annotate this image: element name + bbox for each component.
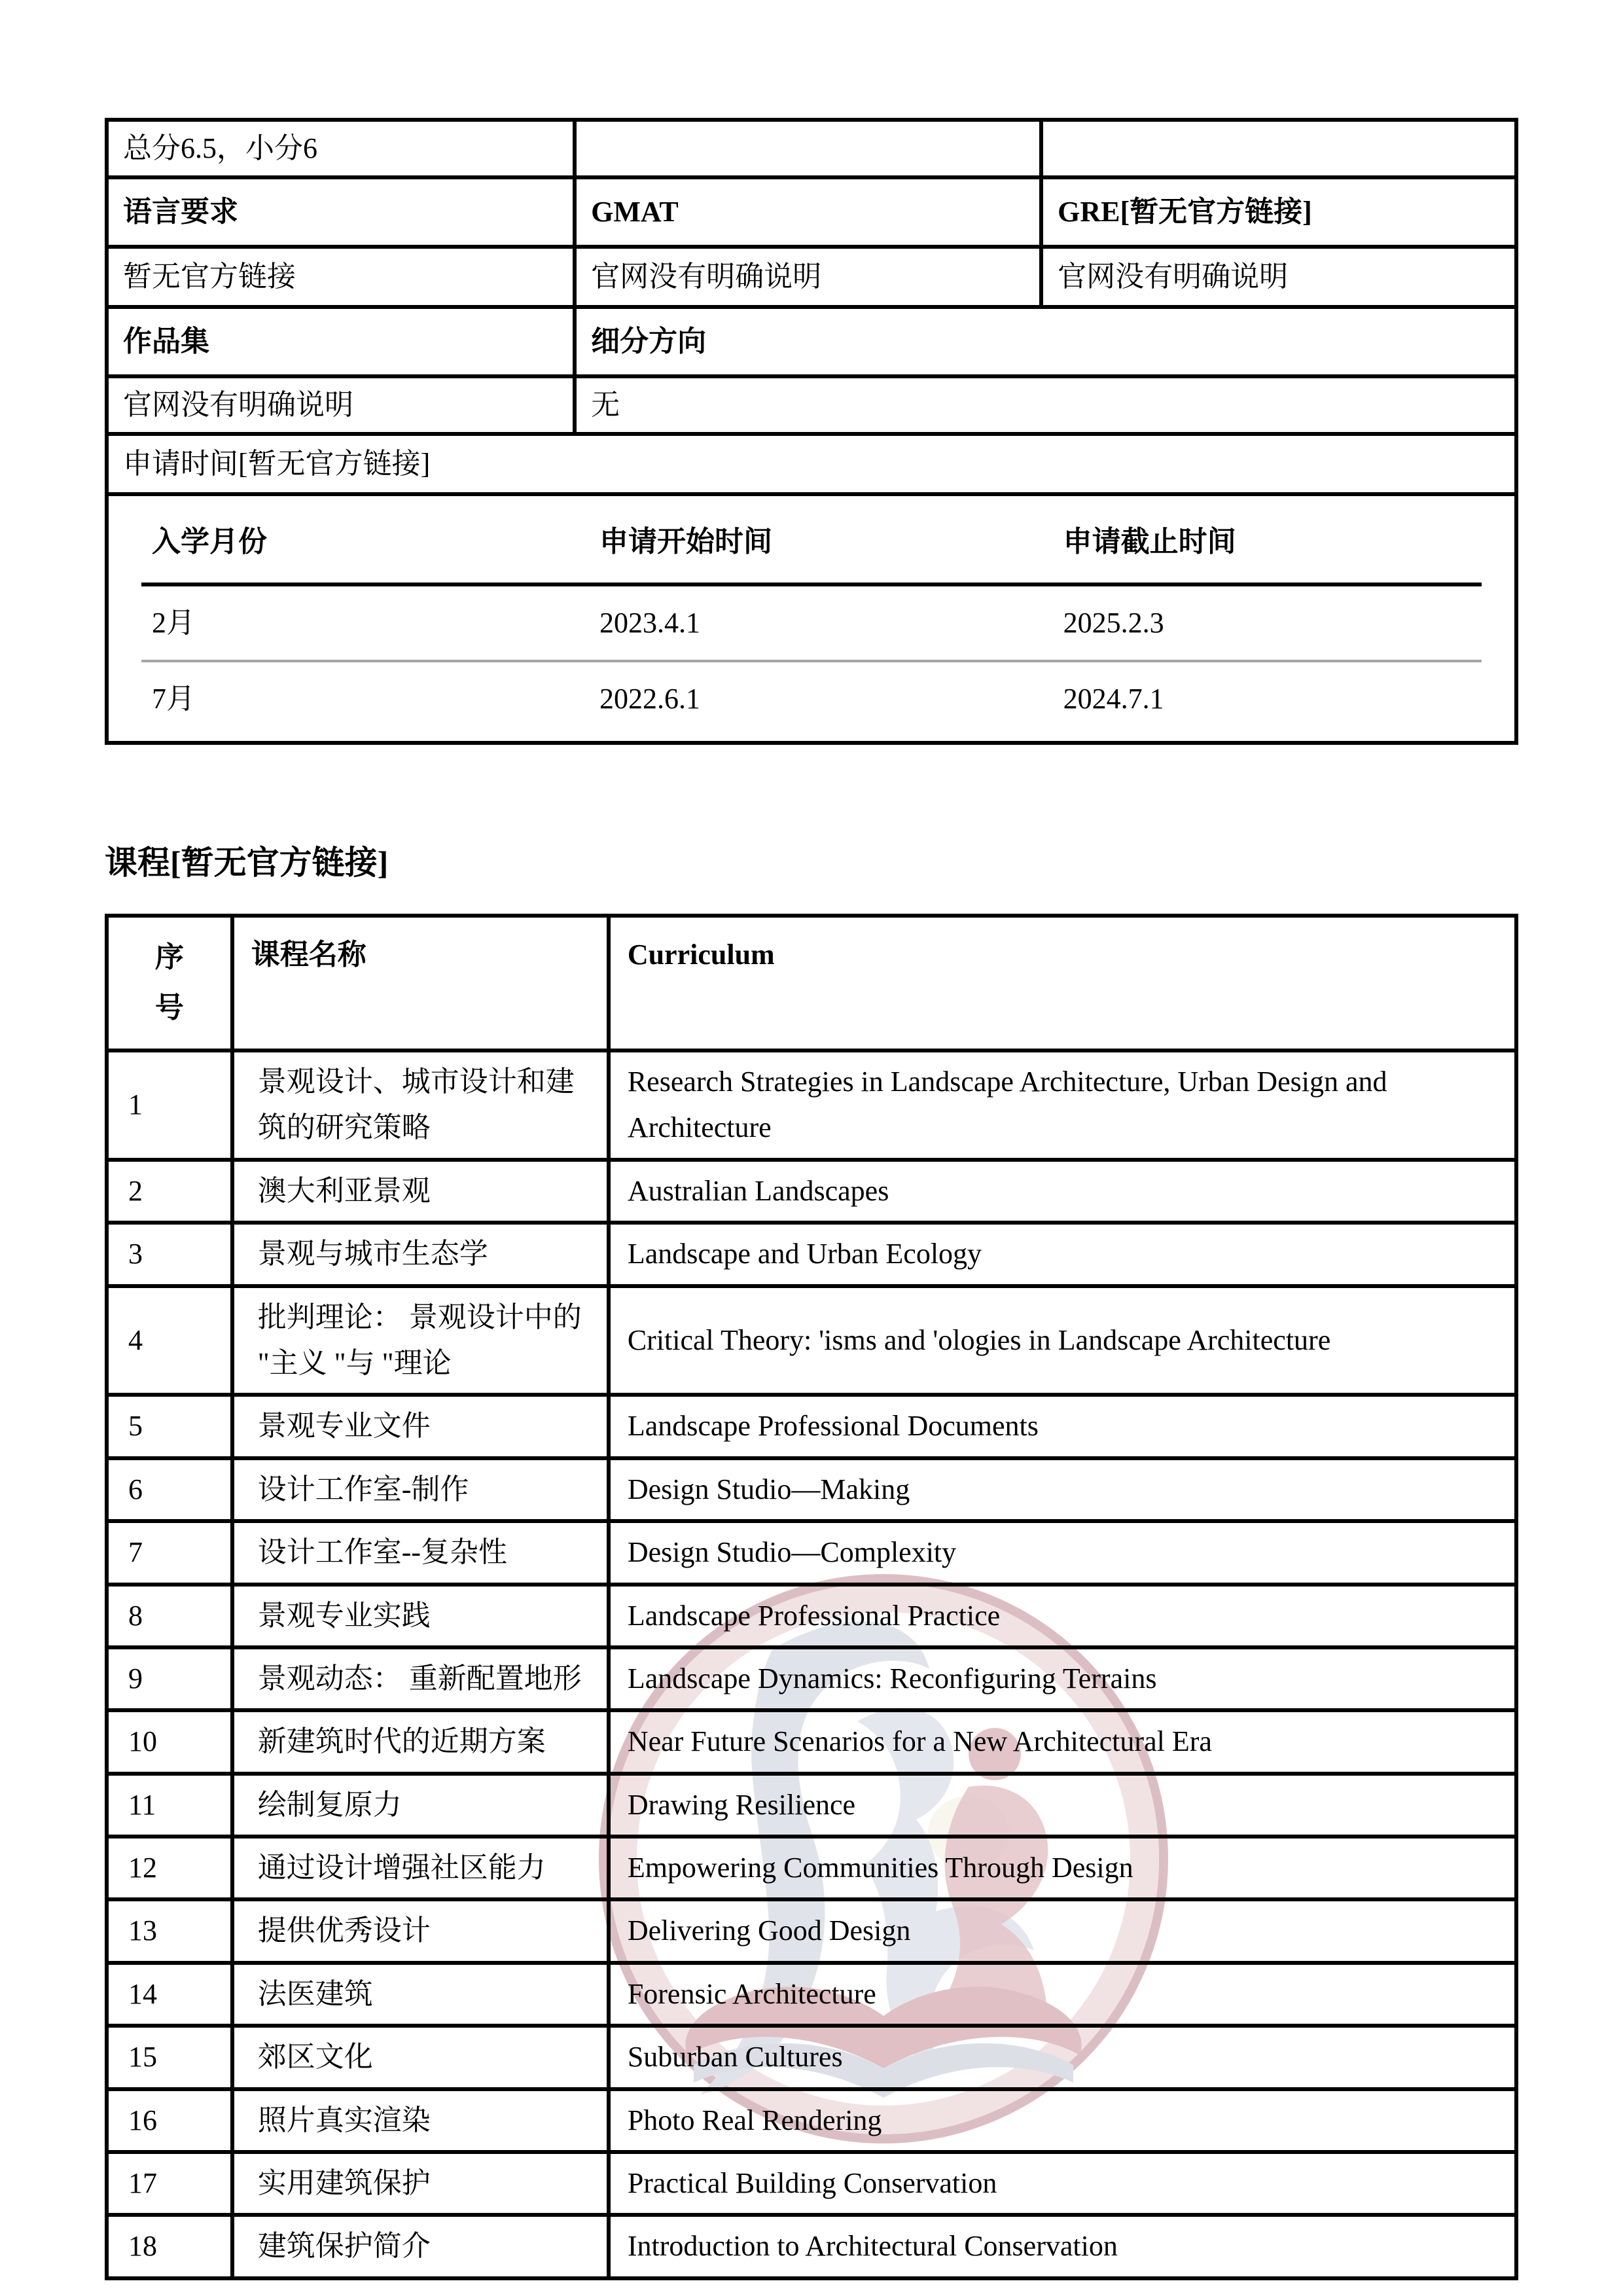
course-row	[107, 1710, 1516, 1773]
course-name-en: Delivering Good Design	[609, 1899, 1516, 1962]
course-name-cn: 景观设计、城市设计和建筑的研究策略	[232, 1050, 609, 1160]
course-no: 9	[107, 1647, 232, 1710]
course-name-cn: 景观专业文件	[232, 1395, 609, 1458]
course-row	[107, 2026, 1516, 2089]
course-row	[107, 1223, 1516, 1285]
course-name-en: Critical Theory: 'isms and 'ologies in Landscape Architecture	[609, 1286, 1516, 1395]
course-name-cn: 景观与城市生态学	[232, 1223, 609, 1285]
course-row	[107, 1521, 1516, 1584]
gmat-header: GMAT	[575, 177, 1041, 247]
course-no: 8	[107, 1585, 232, 1647]
gre-header: GRE[暂无官方链接]	[1041, 177, 1516, 247]
course-no: 16	[107, 2089, 232, 2152]
curriculum-table	[105, 914, 1518, 2280]
course-row	[107, 2152, 1516, 2215]
table-row	[107, 376, 1516, 434]
course-name-cn: 照片真实渲染	[232, 2089, 609, 2152]
course-name-cn: 郊区文化	[232, 2026, 609, 2089]
language-requirement-header: 语言要求	[107, 177, 575, 247]
course-row	[107, 2215, 1516, 2278]
table-row	[107, 247, 1516, 307]
course-name-en: Landscape Dynamics: Reconfiguring Terrains	[609, 1647, 1516, 1710]
course-name-en: Landscape Professional Practice	[609, 1585, 1516, 1647]
course-name-cn: 景观专业实践	[232, 1585, 609, 1647]
course-section-title: 课程[暂无官方链接]	[105, 844, 389, 881]
admissions-info-table	[105, 118, 1518, 745]
course-name-cn: 法医建筑	[232, 1963, 609, 2026]
course-no: 4	[107, 1286, 232, 1395]
course-name-en: Suburban Cultures	[609, 2026, 1516, 2089]
apply-deadline-value: 2024.7.1	[1063, 683, 1164, 715]
curriculum-column-header: Curriculum	[609, 916, 1516, 1050]
empty-cell	[575, 120, 1041, 177]
course-name-cn: 提供优秀设计	[232, 1899, 609, 1962]
course-name-en: Practical Building Conservation	[609, 2152, 1516, 2215]
direction-header: 细分方向	[575, 307, 1516, 376]
course-no: 11	[107, 1774, 232, 1837]
course-name-en: Forensic Architecture	[609, 1963, 1516, 2026]
course-no: 7	[107, 1521, 232, 1584]
course-row	[107, 1286, 1516, 1395]
course-no: 15	[107, 2026, 232, 2089]
course-name-cn: 新建筑时代的近期方案	[232, 1710, 609, 1773]
course-no: 3	[107, 1223, 232, 1285]
apply-deadline-value: 2025.2.3	[1053, 584, 1482, 661]
course-name-en: Australian Landscapes	[609, 1160, 1516, 1223]
table-row	[107, 494, 1516, 743]
course-row	[107, 1899, 1516, 1962]
course-no: 2	[107, 1160, 232, 1223]
schedule-cell	[107, 494, 1516, 743]
course-name-cn: 设计工作室-制作	[232, 1458, 609, 1521]
course-name-en: Landscape Professional Documents	[609, 1395, 1516, 1458]
course-no: 1	[107, 1050, 232, 1160]
gre-value: 官网没有明确说明	[1041, 247, 1516, 307]
course-name-en: Landscape and Urban Ecology	[609, 1223, 1516, 1285]
apply-time-header: 申请时间[暂无官方链接]	[107, 434, 1516, 494]
table-row	[107, 434, 1516, 494]
course-no: 6	[107, 1458, 232, 1521]
course-name-en: Empowering Communities Through Design	[609, 1837, 1516, 1899]
schedule-row	[141, 661, 1482, 736]
course-name-cn: 绘制复原力	[232, 1774, 609, 1837]
course-name-cn: 实用建筑保护	[232, 2152, 609, 2215]
apply-start-value: 2023.4.1	[589, 584, 1053, 661]
course-no: 10	[107, 1710, 232, 1773]
apply-start-header: 申请开始时间	[589, 501, 1053, 584]
course-row	[107, 1837, 1516, 1899]
table-row	[107, 177, 1516, 247]
course-name-en: Introduction to Architectural Conservation	[609, 2215, 1516, 2278]
entry-month-value: 2月	[141, 584, 589, 661]
apply-deadline-header: 申请截止时间	[1053, 501, 1482, 584]
course-name-cn: 景观动态： 重新配置地形	[232, 1647, 609, 1710]
course-name-cn: 批判理论： 景观设计中的 "主义 "与 "理论	[232, 1286, 609, 1395]
course-row	[107, 1585, 1516, 1647]
course-no: 14	[107, 1963, 232, 2026]
entry-month-header: 入学月份	[141, 501, 589, 584]
course-row	[107, 1395, 1516, 1458]
portfolio-value: 官网没有明确说明	[107, 376, 575, 434]
apply-start-value: 2022.6.1	[599, 683, 701, 715]
course-name-en: Drawing Resilience	[609, 1774, 1516, 1837]
course-row	[107, 2089, 1516, 2152]
course-name-en: Design Studio—Complexity	[609, 1521, 1516, 1584]
language-requirement-value: 暂无官方链接	[107, 247, 575, 307]
ielts-score-cell: 总分6.5，小分6	[107, 120, 575, 177]
course-name-cn: 通过设计增强社区能力	[232, 1837, 609, 1899]
application-schedule-table	[141, 501, 1482, 736]
curriculum-header-row	[107, 916, 1516, 1050]
course-no: 13	[107, 1899, 232, 1962]
portfolio-header: 作品集	[107, 307, 575, 376]
index-column-header: 序号	[107, 916, 232, 1050]
course-name-en: Photo Real Rendering	[609, 2089, 1516, 2152]
course-no: 17	[107, 2152, 232, 2215]
table-row	[107, 120, 1516, 177]
course-row	[107, 1963, 1516, 2026]
course-row	[107, 1160, 1516, 1223]
course-name-cn: 澳大利亚景观	[232, 1160, 609, 1223]
course-name-en: Near Future Scenarios for a New Architectural Era	[609, 1710, 1516, 1773]
course-no: 18	[107, 2215, 232, 2278]
course-name-cn: 建筑保护简介	[232, 2215, 609, 2278]
schedule-row	[141, 584, 1482, 661]
course-row	[107, 1050, 1516, 1160]
course-row	[107, 1647, 1516, 1710]
entry-month-value: 7月	[152, 683, 195, 715]
empty-cell	[1041, 120, 1516, 177]
course-no: 12	[107, 1837, 232, 1899]
course-row	[107, 1774, 1516, 1837]
course-name-en: Design Studio—Making	[609, 1458, 1516, 1521]
course-name-column-header: 课程名称	[232, 916, 609, 1050]
course-name-en: Research Strategies in Landscape Architecture, Urban Design and Architecture	[609, 1050, 1516, 1160]
direction-value: 无	[575, 376, 1516, 434]
gmat-value: 官网没有明确说明	[575, 247, 1041, 307]
course-name-cn: 设计工作室--复杂性	[232, 1521, 609, 1584]
page-content	[105, 118, 1518, 2280]
table-row	[107, 307, 1516, 376]
schedule-header-row	[141, 501, 1482, 584]
course-row	[107, 1458, 1516, 1521]
course-no: 5	[107, 1395, 232, 1458]
